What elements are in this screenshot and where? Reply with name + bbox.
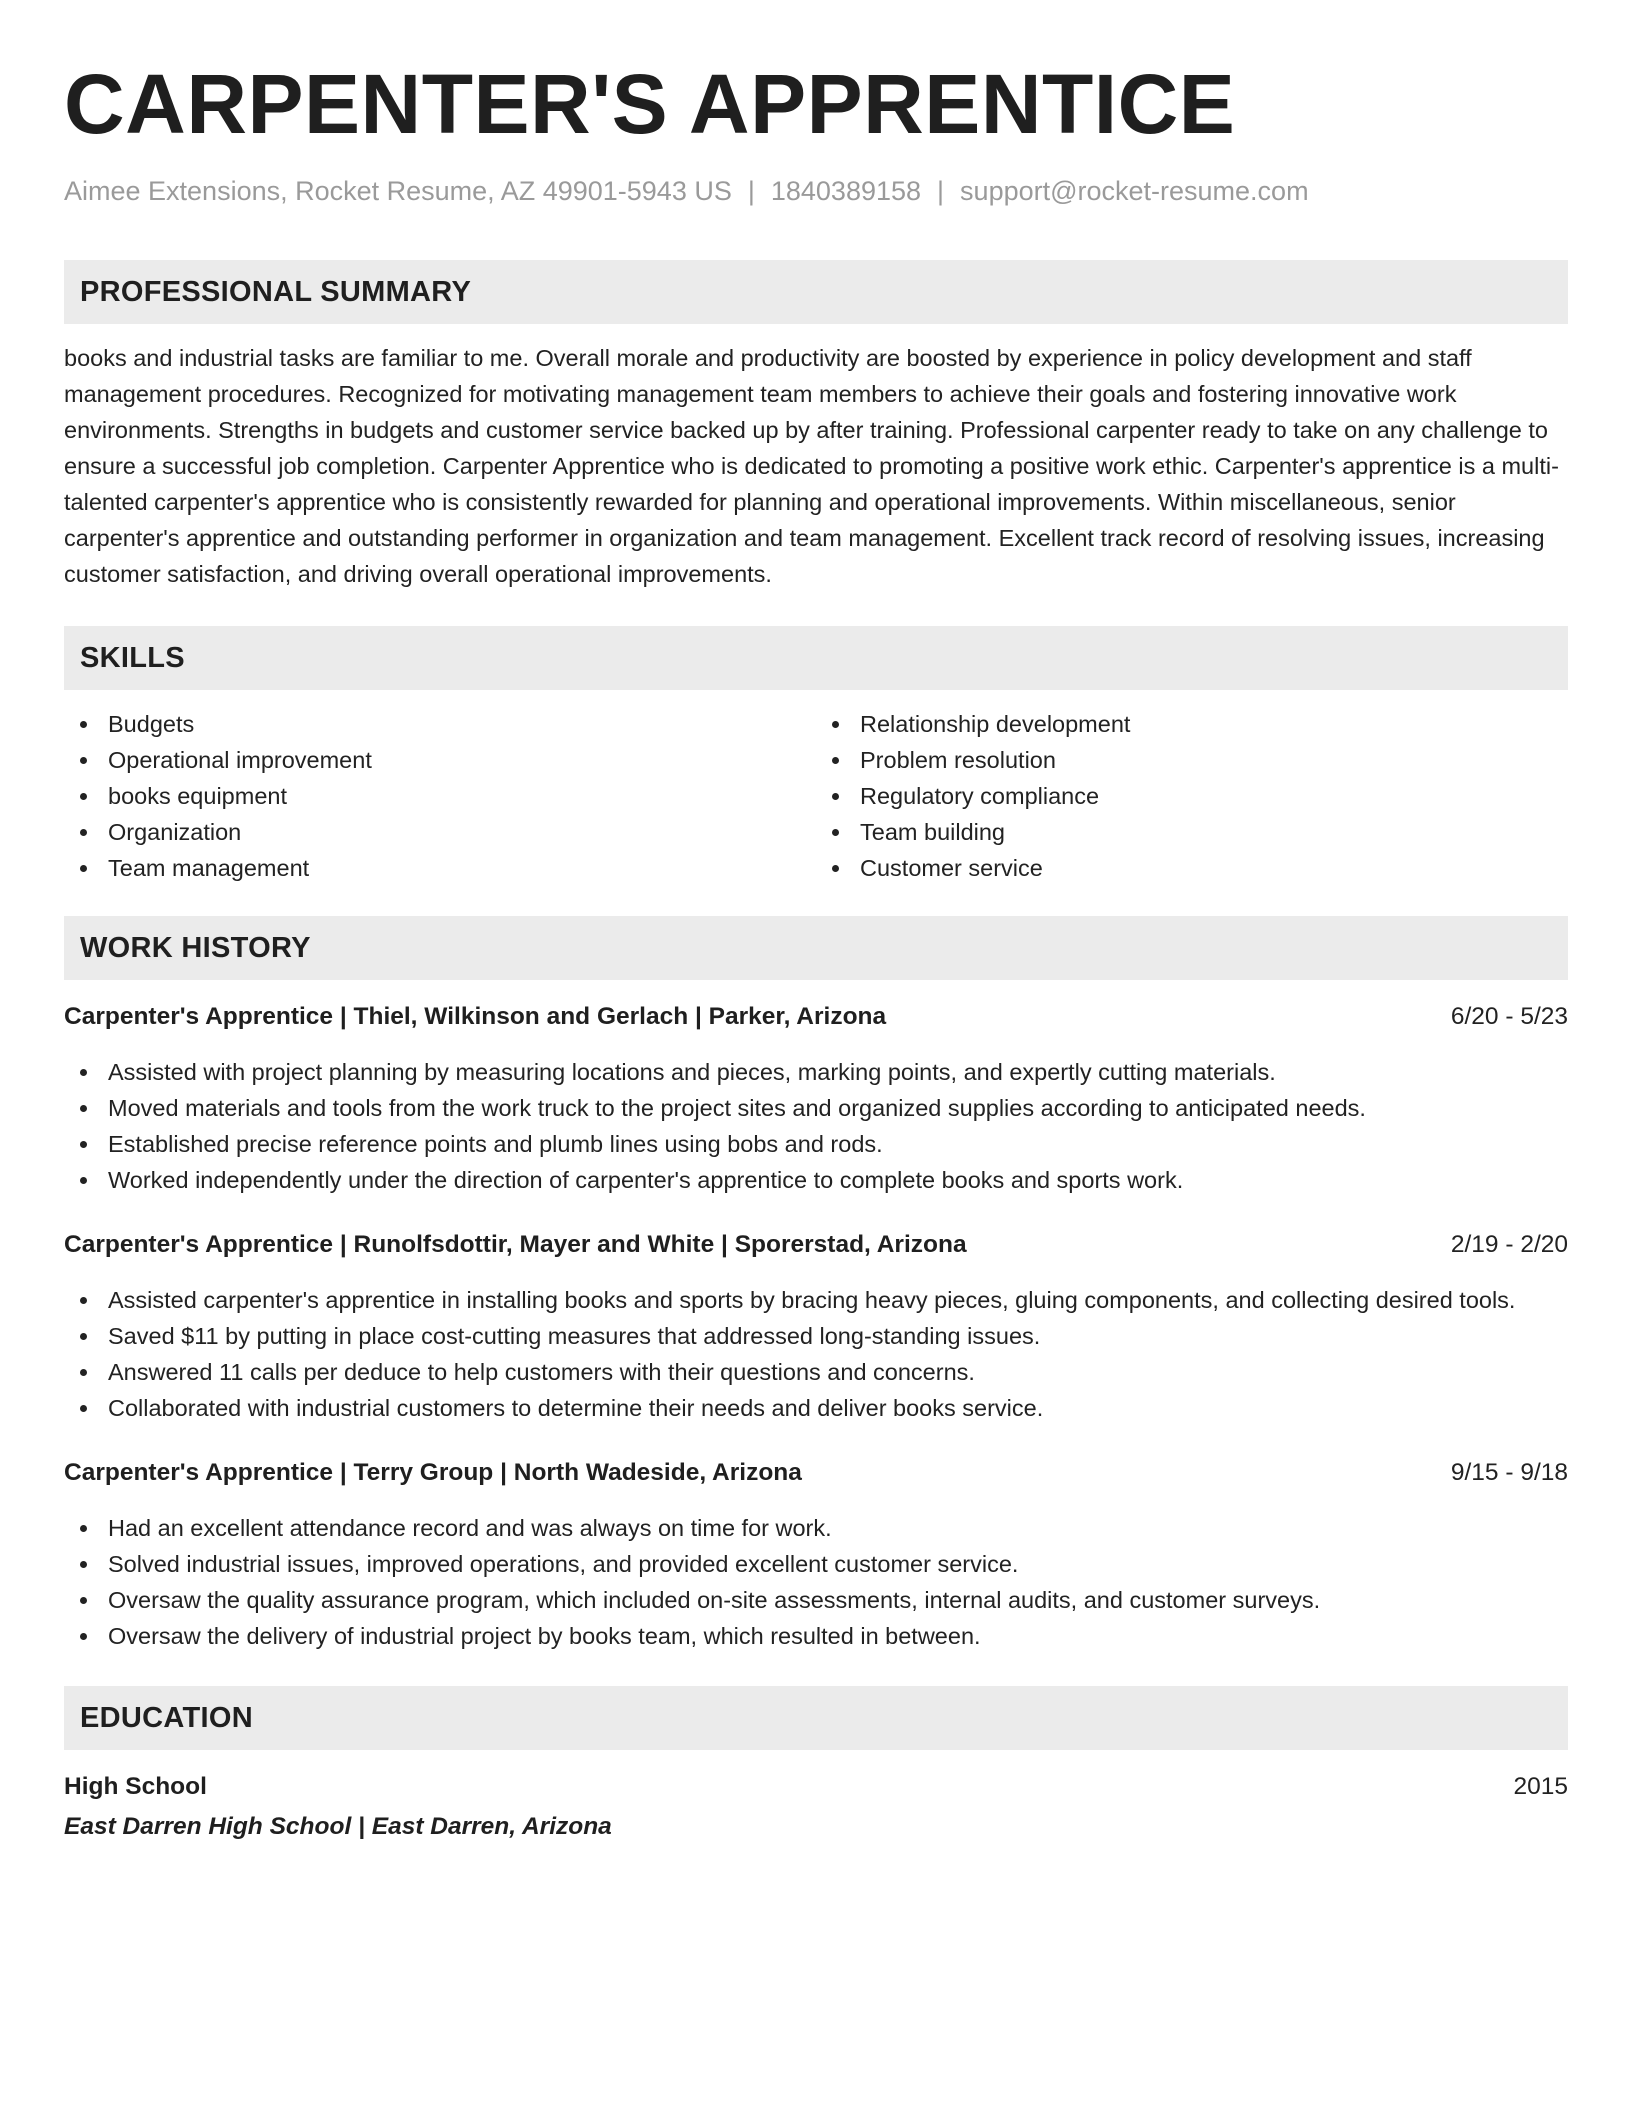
education-year: 2015 [1513, 1773, 1568, 1800]
section-heading-education: EDUCATION [64, 1686, 1568, 1750]
job-entry [64, 1000, 1568, 1198]
job-entry [64, 1228, 1568, 1426]
job-bullets [64, 1054, 1568, 1198]
job-title: Carpenter's Apprentice | Terry Group | North Wadeside, Arizona [64, 1459, 802, 1486]
section-heading-work-history: WORK HISTORY [64, 916, 1568, 980]
section-heading-summary: PROFESSIONAL SUMMARY [64, 260, 1568, 324]
job-dates: 9/15 - 9/18 [1450, 1459, 1568, 1486]
skill-item: books equipment [64, 778, 816, 814]
job-header [64, 1456, 1568, 1490]
skill-item: Budgets [64, 706, 816, 742]
skill-item: Operational improvement [64, 742, 816, 778]
education-degree: High School [64, 1773, 207, 1800]
job-entry [64, 1456, 1568, 1654]
skills-grid [64, 706, 1568, 886]
job-bullets [64, 1510, 1568, 1654]
skill-item: Customer service [816, 850, 1568, 886]
job-bullet: Had an excellent attendance record and was always on time for work. [64, 1510, 1568, 1546]
skill-item: Relationship development [816, 706, 1568, 742]
contact-address: Aimee Extensions, Rocket Resume, AZ 49901-5943 US [64, 176, 732, 206]
job-header [64, 1228, 1568, 1262]
job-title: Carpenter's Apprentice | Thiel, Wilkinson and Gerlach | Parker, Arizona [64, 1003, 887, 1030]
job-bullet: Oversaw the quality assurance program, which included on-site assessments, internal audits, and customer surveys. [64, 1582, 1568, 1618]
job-dates: 2/19 - 2/20 [1450, 1231, 1568, 1258]
contact-separator: | [747, 176, 755, 206]
contact-line [64, 174, 1568, 208]
job-bullet: Established precise reference points and plumb lines using bobs and rods. [64, 1126, 1568, 1162]
job-bullet: Collaborated with industrial customers to determine their needs and deliver books service. [64, 1390, 1568, 1426]
job-bullet: Solved industrial issues, improved operations, and provided excellent customer service. [64, 1546, 1568, 1582]
job-bullet: Answered 11 calls per deduce to help customers with their questions and concerns. [64, 1354, 1568, 1390]
section-heading-skills: SKILLS [64, 626, 1568, 690]
education-header [64, 1770, 1568, 1804]
education-school: East Darren High School | East Darren, Arizona [64, 1813, 612, 1840]
job-title: Carpenter's Apprentice | Runolfsdottir, Mayer and White | Sporerstad, Arizona [64, 1231, 967, 1258]
skill-item: Team building [816, 814, 1568, 850]
skills-column-right [816, 706, 1568, 886]
job-bullet: Assisted with project planning by measuring locations and pieces, marking points, and expertly cutting materials. [64, 1054, 1568, 1090]
job-header [64, 1000, 1568, 1034]
job-bullet: Saved $11 by putting in place cost-cutting measures that addressed long-standing issues. [64, 1318, 1568, 1354]
skill-item: Regulatory compliance [816, 778, 1568, 814]
summary-paragraph: books and industrial tasks are familiar to me. Overall morale and productivity are boosted by experience in policy development and staff management procedures. Recognized for motivating management team members to achieve their goals and fostering innovative work environments. Strengths in budgets and customer service backed up by after training. Professional carpenter ready to take on any challenge to ensure a successful job completion. Carpenter Apprentice who is dedicated to promoting a positive work ethic. Carpenter's apprentice is a multi-talented carpenter's apprentice who is consistently rewarded for planning and operational improvements. Within miscellaneous, senior carpenter's apprentice and outstanding performer in organization and team management. Excellent track record of resolving issues, increasing customer satisfaction, and driving overall operational improvements. [64, 345, 1559, 587]
contact-email: support@rocket-resume.com [960, 176, 1309, 206]
job-bullet: Assisted carpenter's apprentice in installing books and sports by bracing heavy pieces, gluing components, and collecting desired tools. [64, 1282, 1568, 1318]
candidate-name: CARPENTER'S APPRENTICE [64, 57, 1236, 151]
skill-item: Team management [64, 850, 816, 886]
contact-phone: 1840389158 [770, 176, 922, 206]
job-bullet: Oversaw the delivery of industrial project by books team, which resulted in between. [64, 1618, 1568, 1654]
contact-separator: | [937, 176, 945, 206]
job-dates: 6/20 - 5/23 [1450, 1003, 1568, 1030]
job-bullets [64, 1282, 1568, 1426]
job-bullet: Worked independently under the direction of carpenter's apprentice to complete books and sports work. [64, 1162, 1568, 1198]
skill-item: Organization [64, 814, 816, 850]
skills-column-left [64, 706, 816, 886]
job-bullet: Moved materials and tools from the work truck to the project sites and organized supplies according to anticipated needs. [64, 1090, 1568, 1126]
skill-item: Problem resolution [816, 742, 1568, 778]
education-entry [64, 1770, 1568, 1844]
